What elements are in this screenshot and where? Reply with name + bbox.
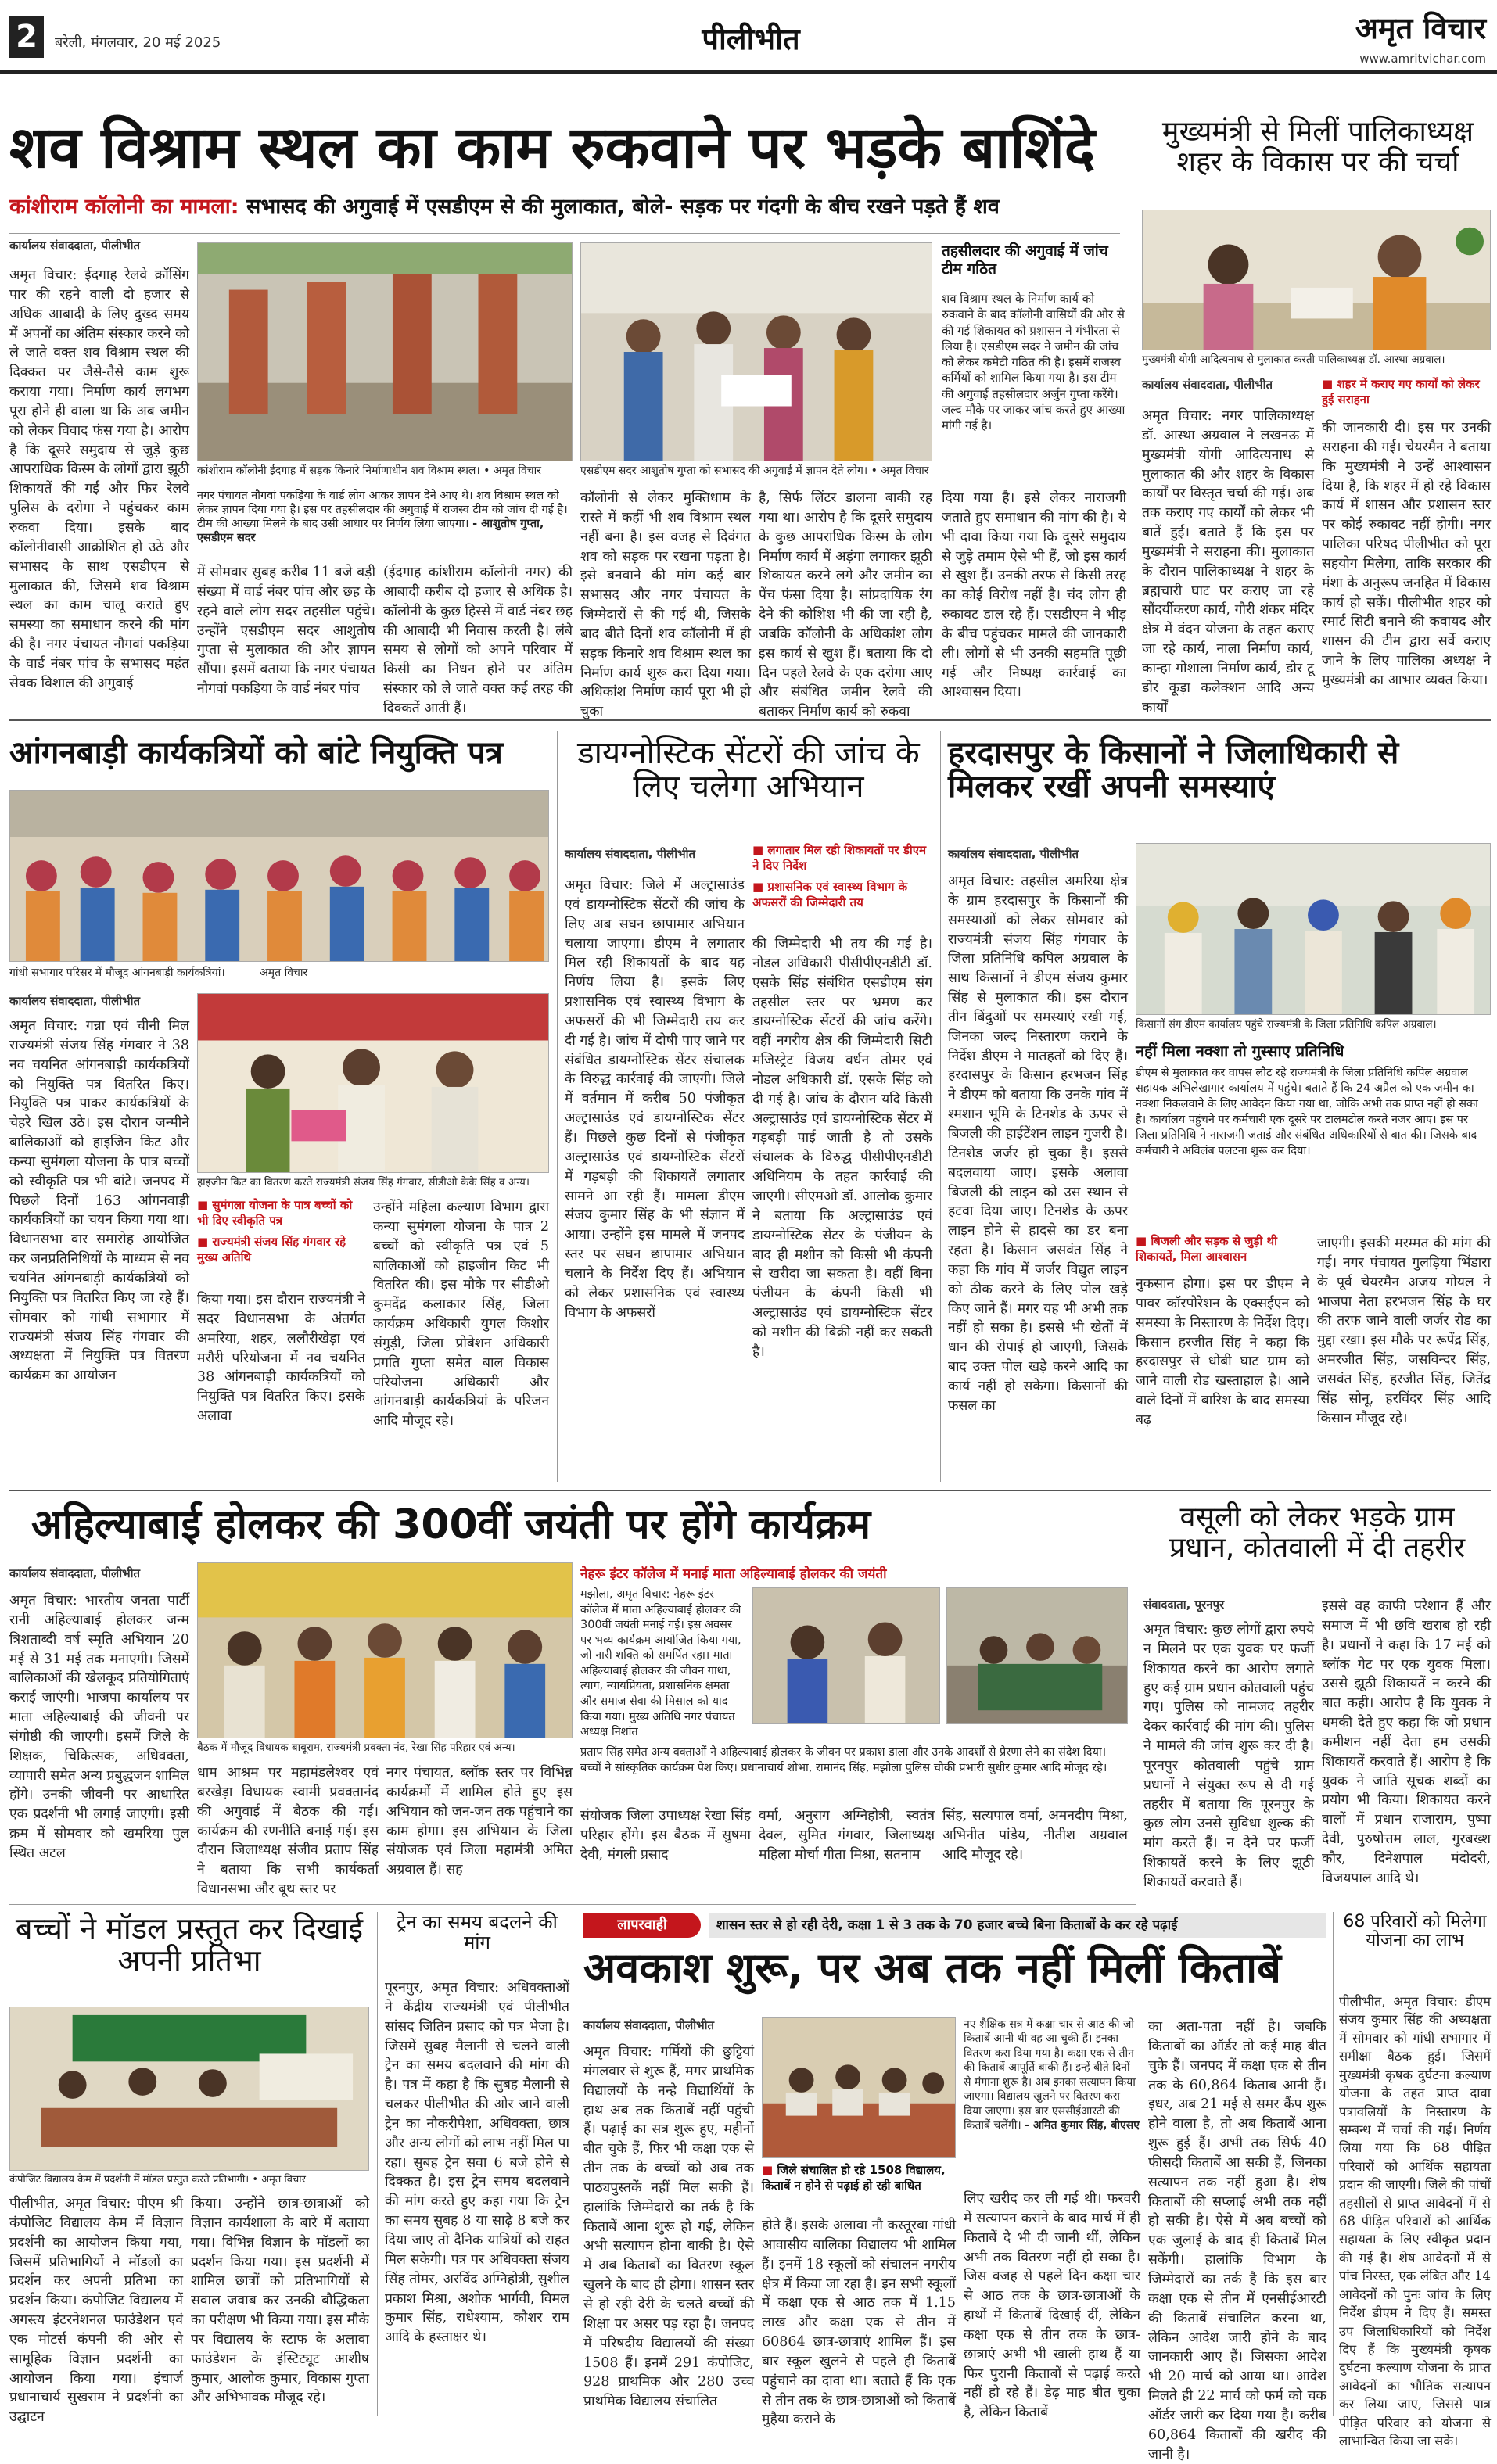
pension-headline: 68 परिवारों को मिलेगा योजना का लाभ	[1343, 1912, 1487, 1950]
books-photo	[762, 2017, 956, 2158]
pension-col1: पीलीभीत, अमृत विचार: डीएम संजय कुमार सिंह की अध्यक्षता में सोमवार को गांधी सभागार में समीक्षा बैठक हुई। जिसमें मुख्यमंत्री कृषक दुर्घटना कल्याण योजना के तहत प्राप्त दावा पत्रावलियों के निस्तारण के सम्बन्ध में चर्चा की गई। निर्णय लिया गया कि 68 पीड़ित परिवारों को आर्थिक सहायता प्रदान की जाएगी। जिले की पांचों तहसीलों से प्राप्त आवेदनों में से 68 पीड़ित परिवारों को आर्थिक सहायता के लिए स्वीकृत प्रदान की गई है। शेष आवेदनों में से पांच निरस्त, एक लंबित और 14 आवेदनों को पुनः जांच के लिए निर्देश डीएम ने दिए हैं। समस्त उप जिलाधिकारियों को निर्देश दिए हैं कि मुख्यमंत्री कृषक दुर्घटना कल्याण योजना के प्राप्त आवेदनों का भौतिक सत्यापन कर लिया जाए, जिससे पात्र पीड़ित परिवार को योजना से लाभान्वित किया जा सके।	[1339, 1994, 1491, 2449]
lead-col4: कॉलोनी से लेकर मुक्तिधाम के रास्ते में कहीं भी शव विश्राम स्थल नहीं बना है। इस वजह से दिवंगत शव को सड़क पर रखना पड़ता है। इसे बनवाने की मांग कई बार सभासद और नगर पंचायत के जिम्मेदारों से की गई थी, जिसके बाद बीते दिनों शव कॉलोनी में ही सड़क किनारे शव विश्राम स्थल का निर्माण कार्य शुरू करा दिया गया। अधिकांश निर्माण कार्य पूरा भी हो चुका	[580, 490, 751, 720]
lead-rule	[9, 233, 1120, 234]
anganwadi-tag-2-text: राज्यमंत्री संजय सिंह गंगवार रहे मुख्य अतिथि	[197, 1235, 346, 1264]
anganwadi-col2: किया गया। इस दौरान राज्यमंत्री ने सदर विधानसभा के अंतर्गत अमरिया, शहर, ललौरीखेड़ा एवं मरौरी परियोजना में नव चयनित 38 आंगनबाड़ी कार्यकत्रियों को नियुक्ति पत्र वितरित किए। इसके अलावा	[197, 1292, 365, 1425]
ahilya-col1: अमृत विचार: भारतीय जनता पार्टी रानी अहिल्याबाई होलकर जन्म त्रिशताब्दी वर्ष स्मृति अभियान 20 मई से 31 मई तक मनाएगी। जिसमें बालिकाओं की खेलकूद प्रतियोगिताएं कराई जाएंगी। भाजपा कार्यालय पर माता अहिल्याबाई की जीवनी पर संगोष्ठी की जाएगी। इसमें जिले के शिक्षक, चिकित्सक, अधिवक्ता, व्यापारी समेत अन्य प्रबुद्धजन शामिल होंगे। उनकी जीवनी पर आधारित एक प्रदर्शनी भी लगाई जाएगी। इसी क्रम में सोमवार को खमरिया पुल स्थित अटल	[9, 1593, 189, 1861]
vasuli-col2: इससे वह काफी परेशान हैं और समाज में भी छवि खराब हो रही है। प्रधानों ने कहा कि 17 मई को ब्लॉक गेट पर एक युवक मिला। उससे झूठी शिकायतें न करने की बात कही। आरोप है कि युवक ने धमकी देते हुए कहा कि जो प्रधान कमीशन नहीं देता हम उसकी शिकायतें करवाते हैं। आरोप है कि युवक ने जाति सूचक शब्दों का प्रयोग भी किया। शिकायत करने वालों में प्रधान राजाराम, पुष्पा देवी, पुरुषोत्तम लाल, गुरबख्श कौर, दिनेशपाल मंदोदरी, विजयपाल आदि थे।	[1322, 1598, 1491, 1886]
ahilya-sub-photo-1	[752, 1587, 940, 1724]
model-photo	[9, 2007, 369, 2171]
diagnostic-tag-1-text: लगातार मिल रही शिकायतों पर डीएम ने दिए निर्देश	[752, 843, 927, 873]
vasuli-headline: वसूली को लेकर भड़के ग्राम प्रधान, कोतवाली में दी तहरीर	[1169, 1501, 1466, 1564]
hardaspur-col1: अमृत विचार: तहसील अमरिया क्षेत्र के ग्राम हरदासपुर के किसानों की समस्याओं को लेकर सोमवार को राज्यमंत्री संजय सिंह गंगवार के जिला प्रतिनिधि कपिल अग्रवाल के साथ किसानों ने डीएम संजय कुमार सिंह से मुलाकात की। इस दौरान तीन बिंदुओं पर समस्याएं रखी गईं, जिनका जल्द निस्तारण कराने के निर्देश डीएम ने मातहतों को दिए हैं। हरदासपुर के किसान हरभजन सिंह ने डीएम को बताया कि उनके गांव में श्मशान भूमि के टिनशेड के ऊपर से बिजली की हाईटेंशन लाइन गुजरी है। टिनशेड जर्जर हो चुका है। इससे बदलवाया जाए। इसके अलावा बिजली की लाइन को उस स्थान से हटवा दिया जाए। टिनशेड के ऊपर लाइन होने से हादसे का डर बना रहता है। किसान जसवंत सिंह ने कहा कि गांव में जर्जर विद्युत लाइन को ठीक करने के लिए पोल खड़े किए जाने हैं। मगर यह भी अभी तक नहीं हो सका है। इससे भी खेतों में धान की रोपाई हो जाएगी, जिसके बाद उक्त पोल खड़े करने आदि का कार्य नहीं हो सकेगा। किसानों की फसल का	[948, 873, 1128, 1414]
edition-dateline: बरेली, मंगलवार, 20 मई 2025	[55, 34, 221, 51]
diagnostic-tag-2	[752, 880, 932, 910]
books-col3: लिए खरीद कर ली गई थी। फरवरी में सत्यापन कराने के बाद मार्च में ही किताबें दे भी दी जानी थीं, लेकिन अभी तक वितरण नहीं हो सका है। जिस वजह से पहले दिन कक्षा चार से आठ तक के छात्र-छात्राओं के हाथों में किताबें दिखाई दीं, लेकिन कक्षा एक से तीन तक के छात्र-छात्राएं अभी भी खाली हाथ हैं या फिर पुरानी किताबों से पढ़ाई करते नहीं हो रहे हैं। डेढ़ माह बीत चुका है, लेकिन किताबें	[964, 2191, 1140, 2421]
lead-photo-1-credit: अमृत विचार	[493, 464, 542, 477]
bullet-icon: ■	[1322, 377, 1337, 391]
bullet-icon: ■	[762, 2163, 777, 2177]
books-photo-caption	[762, 2163, 956, 2210]
books-photo-caption-text: जिले संचालित हो रहे 1508 विद्यालय, किताबें न होने से पढ़ाई हो रही बाधित	[762, 2163, 946, 2193]
ahilya-sub-photo-2	[946, 1587, 1128, 1724]
vasuli-col1: अमृत विचार: कुछ लोगों द्वारा रुपये न मिलने पर एक युवक पर फर्जी शिकायत करने का आरोप लगाते हुए कई ग्राम प्रधान कोतवाली पहुंच गए। पुलिस को नामजद तहरीर देकर कार्रवाई की मांग की। पुलिस ने मामले की जांच शुरू कर दी है। पूरनपुर कोतवाली पहुंचे ग्राम प्रधानों ने संयुक्त रूप से दी गई तहरीर में बताया कि पूरनपुर के कुछ लोग उनसे सुविधा शुल्क की मांग करते हैं। न देने पर फर्जी शिकायतें करने के लिए झूठी शिकायतें करवाते हैं।	[1143, 1622, 1314, 1890]
books-col4: का अता-पता नहीं है। जबकि किताबों का ऑर्डर तो कई माह बीत चुके हैं। जनपद में कक्षा एक से तीन तक के 60,864 किताब आनी हैं। इधर, अब 21 मई से समर कैंप शुरू होने वाला है, तो अब किताबें आना शुरू हुई हैं। अभी तक सिर्फ 40 फीसदी किताबें आ सकी हैं, जिनका सत्यापन तक नहीं हुआ है। शेष किताबों की सप्लाई अभी तक नहीं हो सकी है। ऐसे में अब बच्चों को एक जुलाई के बाद ही किताबें मिल सकेंगी। हालांकि विभाग के जिम्मेदारों का तर्क है कि इस बार कक्षा एक से तीन में एनसीईआरटी की किताबें संचालित करना था, लेकिन आदेश जारी होने के बाद जानकारी आए हैं। जिसका आदेश भी 20 मार्च को आया था। आदेश मिलते ही 22 मार्च को फर्म को चक ऑर्डर जारी कर दिया गया है। करीब 60,864 किताबों की खरीद की जानी है।	[1148, 2019, 1326, 2462]
lead-byline: कार्यालय संवाददाता, पीलीभीत	[9, 239, 141, 253]
books-quote-attribution: - अमित कुमार सिंह, बीएसए	[1025, 2119, 1140, 2132]
model-photo-caption: कंपोजिट विद्यालय केम में प्रदर्शनी में मॉडल प्रस्तुत करते प्रतिभागी। • अमृत विचार	[9, 2174, 306, 2186]
bullet-icon: ■	[197, 1235, 213, 1249]
lead-quote	[197, 489, 573, 556]
anganwadi-photo	[9, 790, 549, 962]
train-col1: पूरनपुर, अमृत विचार: अधिवक्ताओं ने केंद्रीय राज्यमंत्री एवं पीलीभीत सांसद जितिन प्रसाद को पत्र भेजा है। जिसमें सुबह मैलानी से चलने वाली ट्रेन का समय बदलवाने की मांग की है। पत्र में कहा है कि सुबह मैलानी से चलकर पीलीभीत की ओर जाने वाली ट्रेन का नौकरीपेशा, अधिवक्ता, छात्र और अन्य लोगों को लाभ नहीं मिल पा रहा। सुबह ट्रेन सवा 6 बजे होने से दिक्कत है। इस ट्रेन समय बदलवाने की मांग करते हुए कहा गया कि ट्रेन का समय सुबह 8 या साढ़े 8 बजे कर दिया जाए तो दैनिक यात्रियों को राहत मिल सकेगी। पत्र पर अधिवक्ता संजय सिंह तोमर, अरविंद अग्निहोत्री, सुशील प्रकाश मिश्रा, अशोक भार्गवी, विमल कुमार सिंह, राधेश्याम, कौशर राम आदि के हस्ताक्षर थे।	[385, 1980, 569, 2346]
cm-col1: अमृत विचार: नगर पालिकाध्यक्ष डॉ. आस्था अग्रवाल ने लखनऊ में मुख्यमंत्री योगी आदित्यनाथ से मुलाकात की और शहर के विकास कार्यों पर विस्तृत चर्चा की गई। अब तक कराए गए कार्यों को लेकर भी बातें हुईं। बताते हैं कि इस पर मुख्यमंत्री ने सराहना की। मुलाकात के दौरान पालिकाध्यक्ष ने शहर के ब्रह्मचारी घाट पर कराए जा रहे सौंदर्यीकरण कार्य, गौरी शंकर मंदिर क्षेत्र में वंदन योजना के तहत कराए जा रहे कार्य, नाला निर्माण कार्य, कान्हा गोशाला निर्माण कार्य, डोर टू डोर कूड़ा कलेक्शन आदि अन्य कार्यों	[1142, 408, 1314, 716]
books-col1: अमृत विचार: गर्मियों की छुट्टियां मंगलवार से शुरू हैं, मगर प्राथमिक विद्यालयों के नन्हे विद्यार्थियों के हाथ अब तक किताबें नहीं पहुंची हैं। पढ़ाई का सत्र शुरू हुए, महीनों बीत चुके हैं, फिर भी कक्षा एक से तीन तक के बच्चों को अब तक पाठ्यपुस्तकें नहीं मिल सकी हैं। हालांकि जिम्मेदारों का तर्क है कि किताबें आना शुरू हो गई, लेकिन अभी सत्यापन होना बाकी है। ऐसे में अब किताबों का वितरण स्कूल खुलने के बाद ही होगा। शासन स्तर से हो रही देरी के चलते बच्चों की शिक्षा पर असर पड़ रहा है। जनपद में परिषदीय विद्यालयों की संख्या 1508 हैं। इनमें 291 कंपोजिट, 928 प्राथमिक और 280 उच्च प्राथमिक विद्यालय संचालित	[583, 2044, 754, 2410]
books-headline: अवकाश शुरू, पर अब तक नहीं मिलीं किताबें	[583, 1943, 1281, 1992]
bullet-icon: ■	[752, 880, 768, 894]
lead-photo-2-caption-text: एसडीएम सदर आशुतोष गुप्ता को सभासद की अगुवाई में ज्ञापन देते लोग।	[580, 464, 868, 477]
cm-headline: मुख्यमंत्री से मिलीं पालिकाध्यक्ष शहर के विकास पर की चर्चा	[1161, 116, 1474, 178]
anganwadi-tag-1-text: सुमंगला योजना के पात्र बच्चों को भी दिए स्वीकृति पत्र	[197, 1198, 353, 1228]
books-kicker: शासन स्तर से हो रही देरी, कक्षा 1 से 3 तक के 70 हजार बच्चे बिना किताबों के कर रहे पढ़ाई	[709, 1913, 1326, 1938]
cm-tag-text: शहर में कराए गए कार्यों को लेकर हुई सराहना	[1322, 377, 1480, 407]
ahilya-headline: अहिल्याबाई होलकर की 300वीं जयंती पर होंगे कार्यक्रम	[31, 1501, 871, 1548]
hardaspur-col2: नुकसान होगा। इस पर डीएम ने पावर कॉरपोरेशन के एक्सईएन को समस्या के निस्तारण के निर्देश दिए। किसान हरजीत सिंह ने कहा कि हरदासपुर से धोबी घाट ग्राम को जाने वाली रोड खस्ताहाल है। आने वाले दिनों में बारिश के बाद समस्या बढ़	[1136, 1276, 1309, 1428]
lead-side-title: तहसीलदार की अगुवाई में जांच टीम गठित	[942, 242, 1108, 278]
hardaspur-photo	[1136, 843, 1491, 1015]
lead-side-text: शव विश्राम स्थल के निर्माण कार्य को रुकवाने के बाद कॉलोनी वासियों की ओर से की गई शिकायत को प्रशासन ने गंभीरता से लिया है। एसडीएम सदर ने जमीन की जांच को लेकर कमेटी गठित की है। इसमें राजस्व कर्मियों को शामिल किया गया है। इस टीम की अगुवाई तहसीलदार अर्जुन गुप्ता करेंगे। जल्द मौके पर जाकर जांच करते हुए आख्या मांगी गई है।	[942, 292, 1125, 432]
anganwadi-byline: कार्यालय संवाददाता, पीलीभीत	[9, 994, 141, 1008]
model-headline: बच्चों ने मॉडल प्रस्तुत कर दिखाई अपनी प्रतिभा	[15, 1911, 364, 1978]
lead-subhead-text: सभासद की अगुवाई में एसडीएम से की मुलाकात, बोले- सड़क पर गंदगी के बीच रखने पड़ते हैं शव	[246, 195, 1000, 219]
anganwadi-col3: उन्होंने महिला कल्याण विभाग द्वारा कन्या सुमंगला योजना के पात्र 2 बच्चों को स्वीकृति पत्र एवं 5 बालिकाओं को हाइजीन किट भी वितरित की। इस मौके पर सीडीओ कुमदेंद्र कलाकार सिंह, जिला कार्यक्रम अधिकारी युगल किशोर संगुड़ी, जिला प्रोबेशन अधिकारी प्रगति गुप्ता समेत बाल विकास परियोजना अधिकारी और आंगनबाड़ी कार्यकत्रियां के परिजन आदि मौजूद रहे।	[373, 1200, 549, 1429]
diagnostic-tag-1	[752, 843, 932, 873]
lead-photo-2-credit: अमृत विचार	[881, 464, 929, 477]
masthead-rule	[0, 70, 1497, 74]
diagnostic-tag-2-text: प्रशासनिक एवं स्वास्थ्य विभाग के अफसरों की जिम्मेदारी तय	[752, 880, 908, 909]
model-photo-caption-text: कंपोजिट विद्यालय केम में प्रदर्शनी में मॉडल प्रस्तुत करते प्रतिभागी।	[9, 2174, 250, 2186]
brand-website: www.amritvichar.com	[1359, 52, 1486, 66]
diagnostic-headline: डायग्नोस्टिक सेंटरों की जांच के लिए चलेगा अभियान	[577, 735, 920, 805]
model-photo-credit: अमृत विचार	[261, 2174, 306, 2186]
lead-col1: अमृत विचार: ईदगाह रेलवे क्रॉसिंग पार की रहने वाली दो हजार से अधिक आबादी के लिए दुख्द समय में अपनों का अंतिम संस्कार करने को ले जाते वक्त शव विश्राम स्थल की दिक्कत पर जैसे-तैसे काम शुरू कराया गया। निर्माण कार्य लगभग पूरा होने ही वाला था कि अब जमीन को लेकर विवाद फंस गया है। आरोप है कि दूसरे समुदाय से जुड़े कुछ आपराधिक किस्म के लोगों द्वारा झूठी शिकायतें की गईं और फिर रेलवे पुलिस के दरोगा ने पहुंचकर काम रुकवा दिया। इसके बाद कॉलोनीवासी आक्रोशित हो उठे और सभासद के साथ एसडीएम से मुलाकात की, जिसमें शव विश्राम स्थल का काम चालू कराते हुए समस्या का समाधान करने की मांग की है। नगर पंचायत नौगवां पकड़िया के वार्ड नंबर पांच के सभासद महंत सेवक विशाल की अगुवाई	[9, 267, 189, 691]
anganwadi-tags	[197, 1198, 365, 1284]
cm-col2: की जानकारी दी। इस पर उनकी सराहना की गई। चेयरमैन ने बताया कि मुख्यमंत्री ने उन्हें आश्वासन दिया है, कि शहर में हो रहे विकास कार्य में शासन और प्रशासन स्तर पर कोई रुकावट नहीं होगी। नगर पालिका परिषद पीलीभीत को पूरा सहयोग मिलेगा, ताकि सरकार की मंशा के अनुरूप जनहित में विकास कार्य हो सकें। पीलीभीत शहर को स्मार्ट सिटी बनाने की कवायद और शासन की टीम द्वारा सर्वे कराए जाने के लिए पालिका अध्यक्ष ने मुख्यमंत्री का आभार व्यक्त किया।	[1322, 420, 1491, 688]
lead-subhead	[9, 195, 1120, 227]
masthead	[0, 0, 1497, 75]
hardaspur-tag	[1136, 1234, 1309, 1268]
vasuli-byline: संवाददाता, पूरनपुर	[1143, 1598, 1225, 1612]
books-quote	[964, 2017, 1140, 2182]
bullet-icon: ■	[752, 843, 768, 857]
anganwadi-tag-2	[197, 1235, 365, 1265]
ahilya-col6: सिंह, सत्यपाल वर्मा, अमनदीप मिश्रा, अभिनीत पांडेय, नीतीश अग्रवाल आदि मौजूद रहे।	[942, 1808, 1128, 1863]
books-label: लापरवाही	[583, 1913, 701, 1938]
ahilya-col3: नगर पंचायत, ब्लॉक स्तर पर विभिन्न कार्यक्रमों में शामिल होते हुए इस अभियान को जन-जन तक पहुंचाने का काम होगा। इस अभियान के जिला संयोजक एवं जिला महामंत्री अमित अग्रवाल हैं। सह	[386, 1765, 573, 1878]
ahilya-col4: संयोजक जिला उपाध्यक्ष रेखा सिंह परिहार होंगे। इस बैठक में सुषमा देवी, मंगली प्रसाद	[580, 1808, 751, 1863]
hardaspur-photo-caption: किसानों संग डीएम कार्यालय पहुंचे राज्यमंत्री के जिला प्रतिनिधि कपिल अग्रवाल।	[1136, 1018, 1437, 1031]
lead-col3: (ईदगाह कांशीराम कॉलोनी नगर) की आबादी करीब दो हजार से अधिक है। कॉलोनी के कुछ हिस्से में वार्ड नंबर छह की आबादी भी निवास करती है। लंबे समय से लोगों को अपने परिवार में किसी का निधन होने पर अंतिम संस्कार को ले जाते वक्त कई तरह की दिक्कतें आती हैं।	[383, 565, 573, 716]
diagnostic-col1: अमृत विचार: जिले में अल्ट्रासाउंड एवं डायग्नोस्टिक सेंटरों की जांच के लिए अब सघन छापामार अभियान चलाया जाएगा। डीएम ने लगातार मिल रही शिकायतों के बाद यह निर्णय लिया है। इसके लिए प्रशासनिक एवं स्वास्थ्य विभाग के अफसरों की भी जिम्मेदारी तय कर दी गई है। जांच में दोषी पाए जाने पर संबंधित डायग्नोस्टिक सेंटर संचालक के विरुद्ध कार्रवाई की जाएगी। जिले में वर्तमान में करीब 50 पंजीकृत अल्ट्रासाउंड एवं डायग्नोस्टिक सेंटर हैं। पिछले कुछ दिनों से पंजीकृत अल्ट्रासाउंड एवं डायग्नोस्टिक सेंटरों में गड़बड़ी की शिकायतें लगातार सामने आ रही हैं। मामला डीएम संजय कुमार सिंह के भी संज्ञान में आया। उन्होंने इस मामले में जनपद स्तर पर सघन छापामार अभियान चलाने के निर्देश दिए हैं। अभियान को लेकर प्रशासनिक एवं स्वास्थ्य विभाग के अफसरों	[565, 877, 745, 1321]
section-rule-1	[9, 719, 1491, 721]
hardaspur-byline: कार्यालय संवाददाता, पीलीभीत	[948, 847, 1079, 861]
cm-photo-caption: मुख्यमंत्री योगी आदित्यनाथ से मुलाकात करती पालिकाध्यक्ष डॉ. आस्था अग्रवाल।	[1142, 353, 1445, 366]
section-title: पीलीभीत	[702, 22, 800, 56]
ahilya-col2: धाम आश्रम पर महामंडलेश्वर एवं बरखेड़ा विधायक स्वामी प्रवक्तानंद की अगुवाई में बैठक की गई। कार्यक्रम की रणनीति बनाई गई। इस दौरान जिलाध्यक्ष संजीव प्रताप सिंह ने बताया कि सभी कार्यकर्ता विधानसभा और बूथ स्तर पर	[197, 1765, 379, 1898]
lead-headline: शव विश्राम स्थल का काम रुकवाने पर भड़के बाशिंदे	[9, 114, 1096, 181]
cm-byline: कार्यालय संवाददाता, पीलीभीत	[1142, 378, 1273, 392]
diagnostic-byline: कार्यालय संवाददाता, पीलीभीत	[565, 847, 696, 861]
anganwadi-photo-caption-text: गांधी सभागार परिसर में मौजूद आंगनबाड़ी कार्यकत्रियां।	[9, 967, 225, 979]
lead-col2: में सोमवार सुबह करीब 11 बजे बड़ी संख्या में वार्ड नंबर पांच और छह के रहने वाले लोग सदर तहसील पहुंचे। उन्होंने एसडीएम सदर आशुतोष गुप्ता से मुलाकात की और ज्ञापन सौंपा। इसमें बताया कि नगर पंचायत नौगवां पकड़िया के वार्ड नंबर पांच	[197, 565, 375, 698]
diagnostic-col2: की जिम्मेदारी भी तय की गई है। नोडल अधिकारी पीसीपीएनडीटी डॉ. एसके सिंह संबंधित एसडीएम संग तहसील स्तर पर भ्रमण कर डायग्नोस्टिक सेंटरों की जांच करेंगे। वहीं नगरीय क्षेत्र की जिम्मेदारी सिटी मजिस्ट्रेट विजय वर्धन तोमर एवं नोडल अधिकारी डॉ. एसके सिंह को दी गई है। जांच के दौरान यदि किसी अल्ट्रासाउंड एवं डायग्नोस्टिक सेंटर में गड़बड़ी पाई जाती है तो उसके संचालक के विरुद्ध पीसीपीएनडीटी अधिनियम के तहत कार्रवाई की जाएगी। सीएमओ डॉ. आलोक कुमार ने बताया कि अल्ट्रासाउंड एवं डायग्नोस्टिक सेंटर के पंजीयन के बाद ही मशीन को किसी भी कंपनी से खरीदा जा सकता है। वहीं बिना पंजीयन के कंपनी किसी भी अल्ट्रासाउंड एवं डायग्नोस्टिक सेंटर को मशीन की बिक्री नहीं कर सकती है।	[752, 936, 932, 1360]
col-divider	[557, 731, 558, 1482]
col-divider	[377, 1912, 378, 2416]
lead-photo-2	[580, 242, 932, 461]
model-col1: पीलीभीत, अमृत विचार: पीएम श्री कंपोजिट विद्यालय केम में विज्ञान प्रदर्शनी का आयोजन किया गया, जिसमें प्रतिभागियों ने मॉडलों का प्रदर्शन कर अपनी प्रतिभा का प्रदर्शन किया। कंपोजिट विद्यालय में अगस्त्य इंटरनेशनल फाउंडेशन एवं एक मोटर्स कंपनी की ओर से सामूहिक विज्ञान प्रदर्शनी का आयोजन किया गया। इंचार्ज प्रधानाचार्य सुखराम ने प्रदर्शनी का उद्घाटन	[9, 2196, 183, 2426]
page-number: 2	[9, 16, 44, 58]
lead-quote-attribution: - आशुतोष गुप्ता, एसडीएम सदर	[197, 518, 544, 545]
anganwadi-col1: अमृत विचार: गन्ना एवं चीनी मिल राज्यमंत्री संजय सिंह गंगवार ने 38 नव चयनित आंगनबाड़ी कार्यकत्रियों को नियुक्ति पत्र वितरित किए। नियुक्ति पत्र पाकर कार्यकत्रियों के चेहरे खिल उठे। इस दौरान जन्मीने बालिकाओं को हाइजिन किट और कन्या सुमंगला योजना के पात्र बच्चों को स्वीकृति पत्र भी बांटे। जनपद में पिछले दिनों 163 आंगनवाड़ी कार्यकत्रियों का चयन किया गया था। विधानसभा वार समारोह आयोजित कर जनप्रतिनिधियों के माध्यम से नव चयनित आंगनबाड़ी कार्यकत्रियों को नियुक्ति पत्र वितरित किए जा रहे हैं। सोमवार को गांधी सभागार में राज्यमंत्री संजय सिंह गंगवार की अध्यक्षता में नियुक्ति पत्र वितरण कार्यक्रम का आयोजन	[9, 1018, 189, 1384]
anganwadi-photo-2-caption: हाइजीन किट का वितरण करते राज्यमंत्री संजय सिंह गंगवार, सीडीओ केके सिंह व अन्य।	[197, 1176, 530, 1189]
ahilya-byline: कार्यालय संवाददाता, पीलीभीत	[9, 1566, 141, 1580]
books-col2: होते हैं। इसके अलावा नौ कस्तूरबा गांधी आवासीय बालिका विद्यालय भी शामिल हैं। इनमें 18 स्कूलों को संचालन नगरीय क्षेत्र में किया जा रहा है। इन सभी स्कूलों में कक्षा एक से आठ तक में 1.15 लाख और कक्षा एक से तीन में 60864 छात्र-छात्राएं शामिल हैं। इस बार स्कूल खुलने से पहले ही किताबें पहुंचाने का दावा था। बताते हैं कि एक से तीन तक के छात्र-छात्राओं को किताबें मुहैया कराने के	[762, 2218, 956, 2428]
bullet-icon: ■	[197, 1198, 213, 1212]
bullet-icon: ■	[1136, 1234, 1151, 1248]
anganwadi-photo-2	[197, 993, 549, 1173]
lead-photo-2-caption: एसडीएम सदर आशुतोष गुप्ता को सभासद की अगुवाई में ज्ञापन देते लोग। • अमृत विचार	[580, 464, 929, 477]
cm-tag	[1322, 377, 1491, 411]
hardaspur-col3: जाएगी। इसकी मरम्मत की मांग की गई। नगर पंचायत गुलड़िया भिंडारा के पूर्व चेयरमैन अजय गोयल ने भाजपा नेता हरभजन सिंह के घर की तरफ जाने वाली जर्जर रोड का मुद्दा रखा। इस मौके पर रूपेंद्र सिंह, अमरजीत सिंह, जसविन्दर सिंह, जसवंत सिंह, हरजीत सिंह, जितेंद्र सिंह सोनू, हरविंदर सिंह आदि किसान मौजूद रहे।	[1317, 1236, 1491, 1426]
lead-quote-text: नगर पंचायत नौगवां पकड़िया के वार्ड लोग आकर ज्ञापन देने आए थे। शव विश्राम स्थल को लेकर ज्ञापन दिया गया है। इस पर तहसीलदार की अगुवाई में राजस्व टीम को जांच दी गई है। टीम की आख्या मिलने के बाद उसी आधार पर निर्णय लिया जाएगा।	[197, 490, 568, 531]
hardaspur-box-text: डीएम से मुलाकात कर वापस लौट रहे राज्यमंत्री के जिला प्रतिनिधि कपिल अग्रवाल सहायक अभिलेखागार कार्यालय में पहुंचे। बताते हैं कि 24 अप्रैल को एक जमीन का नक्शा निकलवाने के लिए आवेदन किया गया था, जोकि अभी तक प्राप्त नहीं हो सका है। कार्यालय पहुंचने पर कर्मचारी एक दूसरे पर टालमटोल करते नजर आए। इस पर जिला प्रतिनिधि ने नाराजगी जताई और संबंधित अधिकारियों से बात की। जिसके बाद कर्मचारी ने अविलंब पलटना शुरू कर दिया।	[1136, 1067, 1478, 1157]
section-rule-3	[9, 1904, 1136, 1905]
ahilya-sub-text: मझोला, अमृत विचार: नेहरू इंटर कॉलेज में माता अहिल्याबाई होलकर की 300वीं जयंती मनाई गई। इस अवसर पर भव्य कार्यक्रम आयोजित किया गया, जो नारी शक्ति को समर्पित रहा। माता अहिल्याबाई होलकर की जीवन गाथा, त्याग, न्यायप्रियता, प्रशासनिक क्षमता और समाज सेवा की मिसाल को याद किया गया। मुख्य अतिथि नगर पंचायत अध्यक्ष निशांत	[580, 1588, 741, 1739]
brand-logo: अमृत विचार	[1355, 11, 1486, 45]
train-headline: ट्रेन का समय बदलने की मांग	[397, 1911, 558, 1953]
col-divider	[1333, 1912, 1334, 2416]
ahilya-sub-title: नेहरू इंटर कॉलेज में मनाई माता अहिल्याबाई होलकर की जयंती	[580, 1566, 887, 1582]
hardaspur-tag-text: बिजली और सड़क से जुड़ी थी शिकायतें, मिला आश्वासन	[1136, 1234, 1277, 1264]
lead-photo-1-caption-text: कांशीराम कॉलोनी ईदगाह में सड़क किनारे निर्माणाधीन शव विश्राम स्थल।	[197, 464, 480, 477]
lead-col6: दिया गया है। इसे लेकर नाराजगी जताते हुए समाधान की मांग की है। ये भी दावा किया गया कि दूसरे समुदाय से जुड़े तमाम ऐसे भी हैं, जो इस कार्य से खुश हैं। उनकी तरफ से किसी तरह का कोई विरोध नहीं है। चंद लोग ही रुकावट डाल रहे हैं। एसडीएम ने भीड़ के बीच पहुंचकर मामले की जानकारी ली। लोगों से भी उनकी सहमति पूछी गई और निष्पक्ष कार्रवाई का आश्वासन दिया।	[942, 490, 1126, 701]
col-divider	[940, 731, 941, 1482]
anganwadi-headline: आंगनबाड़ी कार्यकत्रियों को बांटे नियुक्ति पत्र	[9, 735, 503, 771]
anganwadi-tag-1	[197, 1198, 365, 1228]
lead-col5: है, सिर्फ लिंटर डालना बाकी रह गया था। आरोप है कि दूसरे समुदाय के कुछ आपराधिक किस्म के लोग निर्माण कार्य में अड़ंगा लगाकर झूठी शिकायत करने लगे और जमीन का पेंच फंसा दिया है। सांप्रदायिक रंग देने की कोशिश भी की जा रही है, जबकि कॉलोनी के अधिकांश लोग इस कार्य से खुश हैं। बताया कि दो दिन पहले रेलवे के एक दरोगा आए और संबंधित जमीन रेलवे की बताकर निर्माण कार्य को रुकवा	[759, 490, 932, 720]
ahilya-photo-caption: बैठक में मौजूद विधायक बाबूराम, राज्यमंत्री प्रवक्ता नंद, रेखा सिंह परिहार एवं अन्य।	[197, 1741, 515, 1754]
ahilya-sub-caption: प्रताप सिंह समेत अन्य वक्ताओं ने अहिल्याबाई होलकर के जीवन पर प्रकाश डाला और उनके आदर्शों से प्रेरणा लेने का संदेश दिया। बच्चों ने सांस्कृतिक कार्यक्रम पेश किए। प्रधानाचार्य शोभा, रामानंद सिंह, मझोला पुलिस चौकी प्रभारी सुधीर कुमार आदि मौजूद रहे।	[580, 1746, 1107, 1774]
cm-photo	[1142, 210, 1491, 350]
hardaspur-box-title: नहीं मिला नक्शा तो गुस्साए प्रतिनिधि	[1136, 1042, 1344, 1060]
model-col2: किया। उन्होंने छात्र-छात्राओं को विज्ञान कार्यशाला के बारे में बताया गया। विभिन्न विज्ञान के मॉडलों का प्रदर्शन किया गया। इस प्रदर्शनी में शामिल छात्रों को प्रतिभागियों से सवाल जवाब कर उनकी बौद्धिकता का परीक्षण भी किया गया। इस मौके पर विद्यालय के स्टाफ के अलावा फाउंडेशन के इंस्टिट्यूट आशीष कुमार, आलोक कुमार, विकास गुप्ता और अभिभावक मौजूद रहे।	[191, 2196, 369, 2406]
anganwadi-photo-caption	[9, 967, 549, 982]
hardaspur-headline: हरदासपुर के किसानों ने जिलाधिकारी से मिलकर रखीं अपनी समस्याएं	[948, 735, 1399, 805]
lead-photo-1	[197, 242, 573, 461]
ahilya-col5: वर्मा, अनुराग अग्निहोत्री, स्वतंत्र देवल, सुमित गंगवार, जिलाध्यक्ष महिला मोर्चा गीता मिश्रा, सतनाम	[759, 1808, 935, 1863]
books-byline: कार्यालय संवाददाता, पीलीभीत	[583, 2018, 715, 2032]
anganwadi-photo-credit: अमृत विचार	[260, 967, 308, 979]
diagnostic-tags	[752, 843, 932, 929]
lead-subhead-label: कांशीराम कॉलोनी का मामला:	[9, 195, 239, 219]
books-quote-text: नए शैक्षिक सत्र में कक्षा चार से आठ की जो किताबें आनी थी वह आ चुकी हैं। इनका वितरण करा दिया गया है। कक्षा एक से तीन की किताबें आपूर्ति बाकी हैं। इन्हें बीते दिनों से मंगाना शुरू है। अब इनका सत्यापन किया जाएगा। विद्यालय खुलने पर वितरण करा दिया जाएगा। इस बार एससीईआरटी की किताबें चलेंगी।	[964, 2018, 1136, 2132]
lead-photo-1-caption: कांशीराम कॉलोनी ईदगाह में सड़क किनारे निर्माणाधीन शव विश्राम स्थल। • अमृत विचार	[197, 464, 542, 477]
section-rule-2	[9, 1490, 1491, 1491]
ahilya-photo	[197, 1562, 573, 1738]
